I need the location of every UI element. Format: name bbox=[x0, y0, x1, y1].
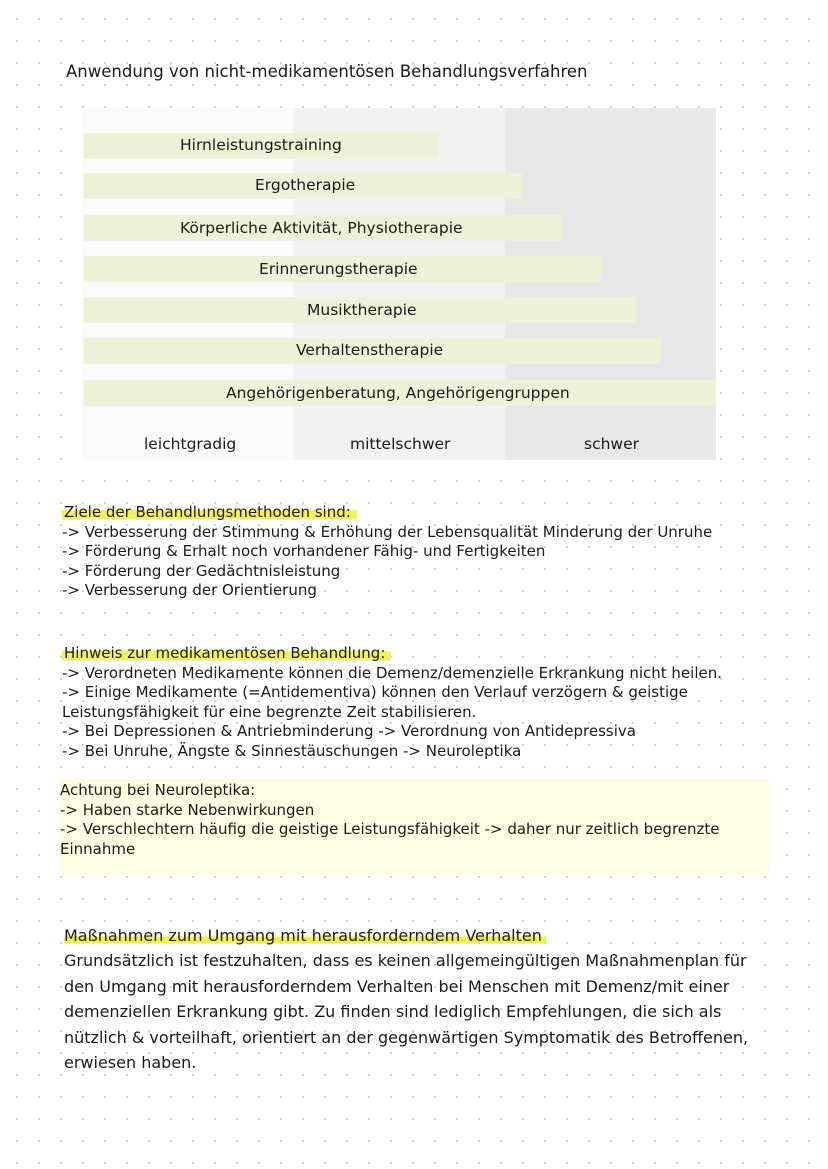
medication-line: -> Bei Depressionen & Antriebminderung -> Verordnung von Antidepressiva bbox=[62, 722, 636, 740]
medication-line: -> Einige Medikamente (=Antidementiva) können den Verlauf verzögern & geistige bbox=[62, 683, 688, 701]
measures-line: erwiesen haben. bbox=[64, 1053, 197, 1072]
bar-label: Körperliche Aktivität, Physiotherapie bbox=[180, 219, 463, 237]
zone-label-mittelschwer: mittelschwer bbox=[350, 435, 451, 453]
bar-label: Ergotherapie bbox=[255, 176, 356, 194]
zone-schwer bbox=[505, 108, 716, 460]
caution-section bbox=[60, 778, 769, 875]
goals-section bbox=[62, 503, 712, 601]
treatment-chart bbox=[82, 108, 716, 460]
medication-line: -> Bei Unruhe, Ängste & Sinnestäuschungen -> Neuroleptika bbox=[62, 741, 522, 760]
zone-leichtgradig bbox=[82, 108, 293, 460]
medication-section bbox=[62, 644, 722, 761]
bar-label: Verhaltenstherapie bbox=[296, 341, 444, 359]
bar-label: Hirnleistungstraining bbox=[180, 136, 342, 154]
bar-label: Erinnerungstherapie bbox=[259, 260, 418, 278]
caution-line: Einnahme bbox=[60, 839, 136, 858]
zone-mittelschwer bbox=[293, 108, 504, 460]
goals-line: -> Förderung der Gedächtnisleistung bbox=[62, 561, 341, 580]
goals-line: -> Verbesserung der Orientierung bbox=[62, 581, 317, 599]
bar-label: Musiktherapie bbox=[307, 301, 417, 319]
zone-label-schwer: schwer bbox=[584, 435, 640, 453]
goals-heading: Ziele der Behandlungsmethoden sind: bbox=[62, 503, 357, 522]
measures-section bbox=[64, 926, 764, 1076]
measures-line: den Umgang mit herausforderndem Verhalten bei Menschen mit Demenz/mit einer bbox=[64, 976, 730, 996]
measures-line: nützlich & vorteilhaft, orientiert an der gegenwärtigen Symptomatik des Betroffenen, bbox=[64, 1027, 749, 1047]
measures-heading: Maßnahmen zum Umgang mit herausforderndem Verhalten bbox=[64, 926, 546, 945]
measures-line: demenziellen Erkrankung gibt. Zu finden sind lediglich Empfehlungen, die sich als bbox=[64, 1002, 722, 1021]
caution-line: -> Haben starke Nebenwirkungen bbox=[60, 800, 315, 819]
caution-heading: Achtung bei Neuroleptika: bbox=[60, 781, 256, 799]
caution-box bbox=[60, 778, 769, 875]
medication-line: Leistungsfähigkeit für eine begrenzte Zeit stabilisieren. bbox=[62, 702, 477, 721]
bar-label: Angehörigenberatung, Angehörigengruppen bbox=[226, 384, 570, 402]
medication-line: -> Verordneten Medikamente können die Demenz/demenzielle Erkrankung nicht heilen. bbox=[62, 663, 722, 682]
chart-title: Anwendung von nicht-medikamentösen Behandlungsverfahren bbox=[66, 62, 588, 81]
medication-heading: Hinweis zur medikamentösen Behandlung: bbox=[62, 644, 391, 663]
goals-line: -> Verbesserung der Stimmung & Erhöhung der Lebensqualität Minderung der Unruhe bbox=[62, 522, 713, 541]
zone-label-leichtgradig: leichtgradig bbox=[144, 435, 237, 453]
caution-line: -> Verschlechtern häufig die geistige Leistungsfähigkeit -> daher nur zeitlich begrenzte bbox=[60, 820, 720, 838]
measures-line: Grundsätzlich ist festzuhalten, dass es keinen allgemeingültigen Maßnahmenplan für bbox=[64, 951, 747, 970]
goals-line: -> Förderung & Erhalt noch vorhandener Fähig- und Fertigkeiten bbox=[62, 542, 546, 560]
